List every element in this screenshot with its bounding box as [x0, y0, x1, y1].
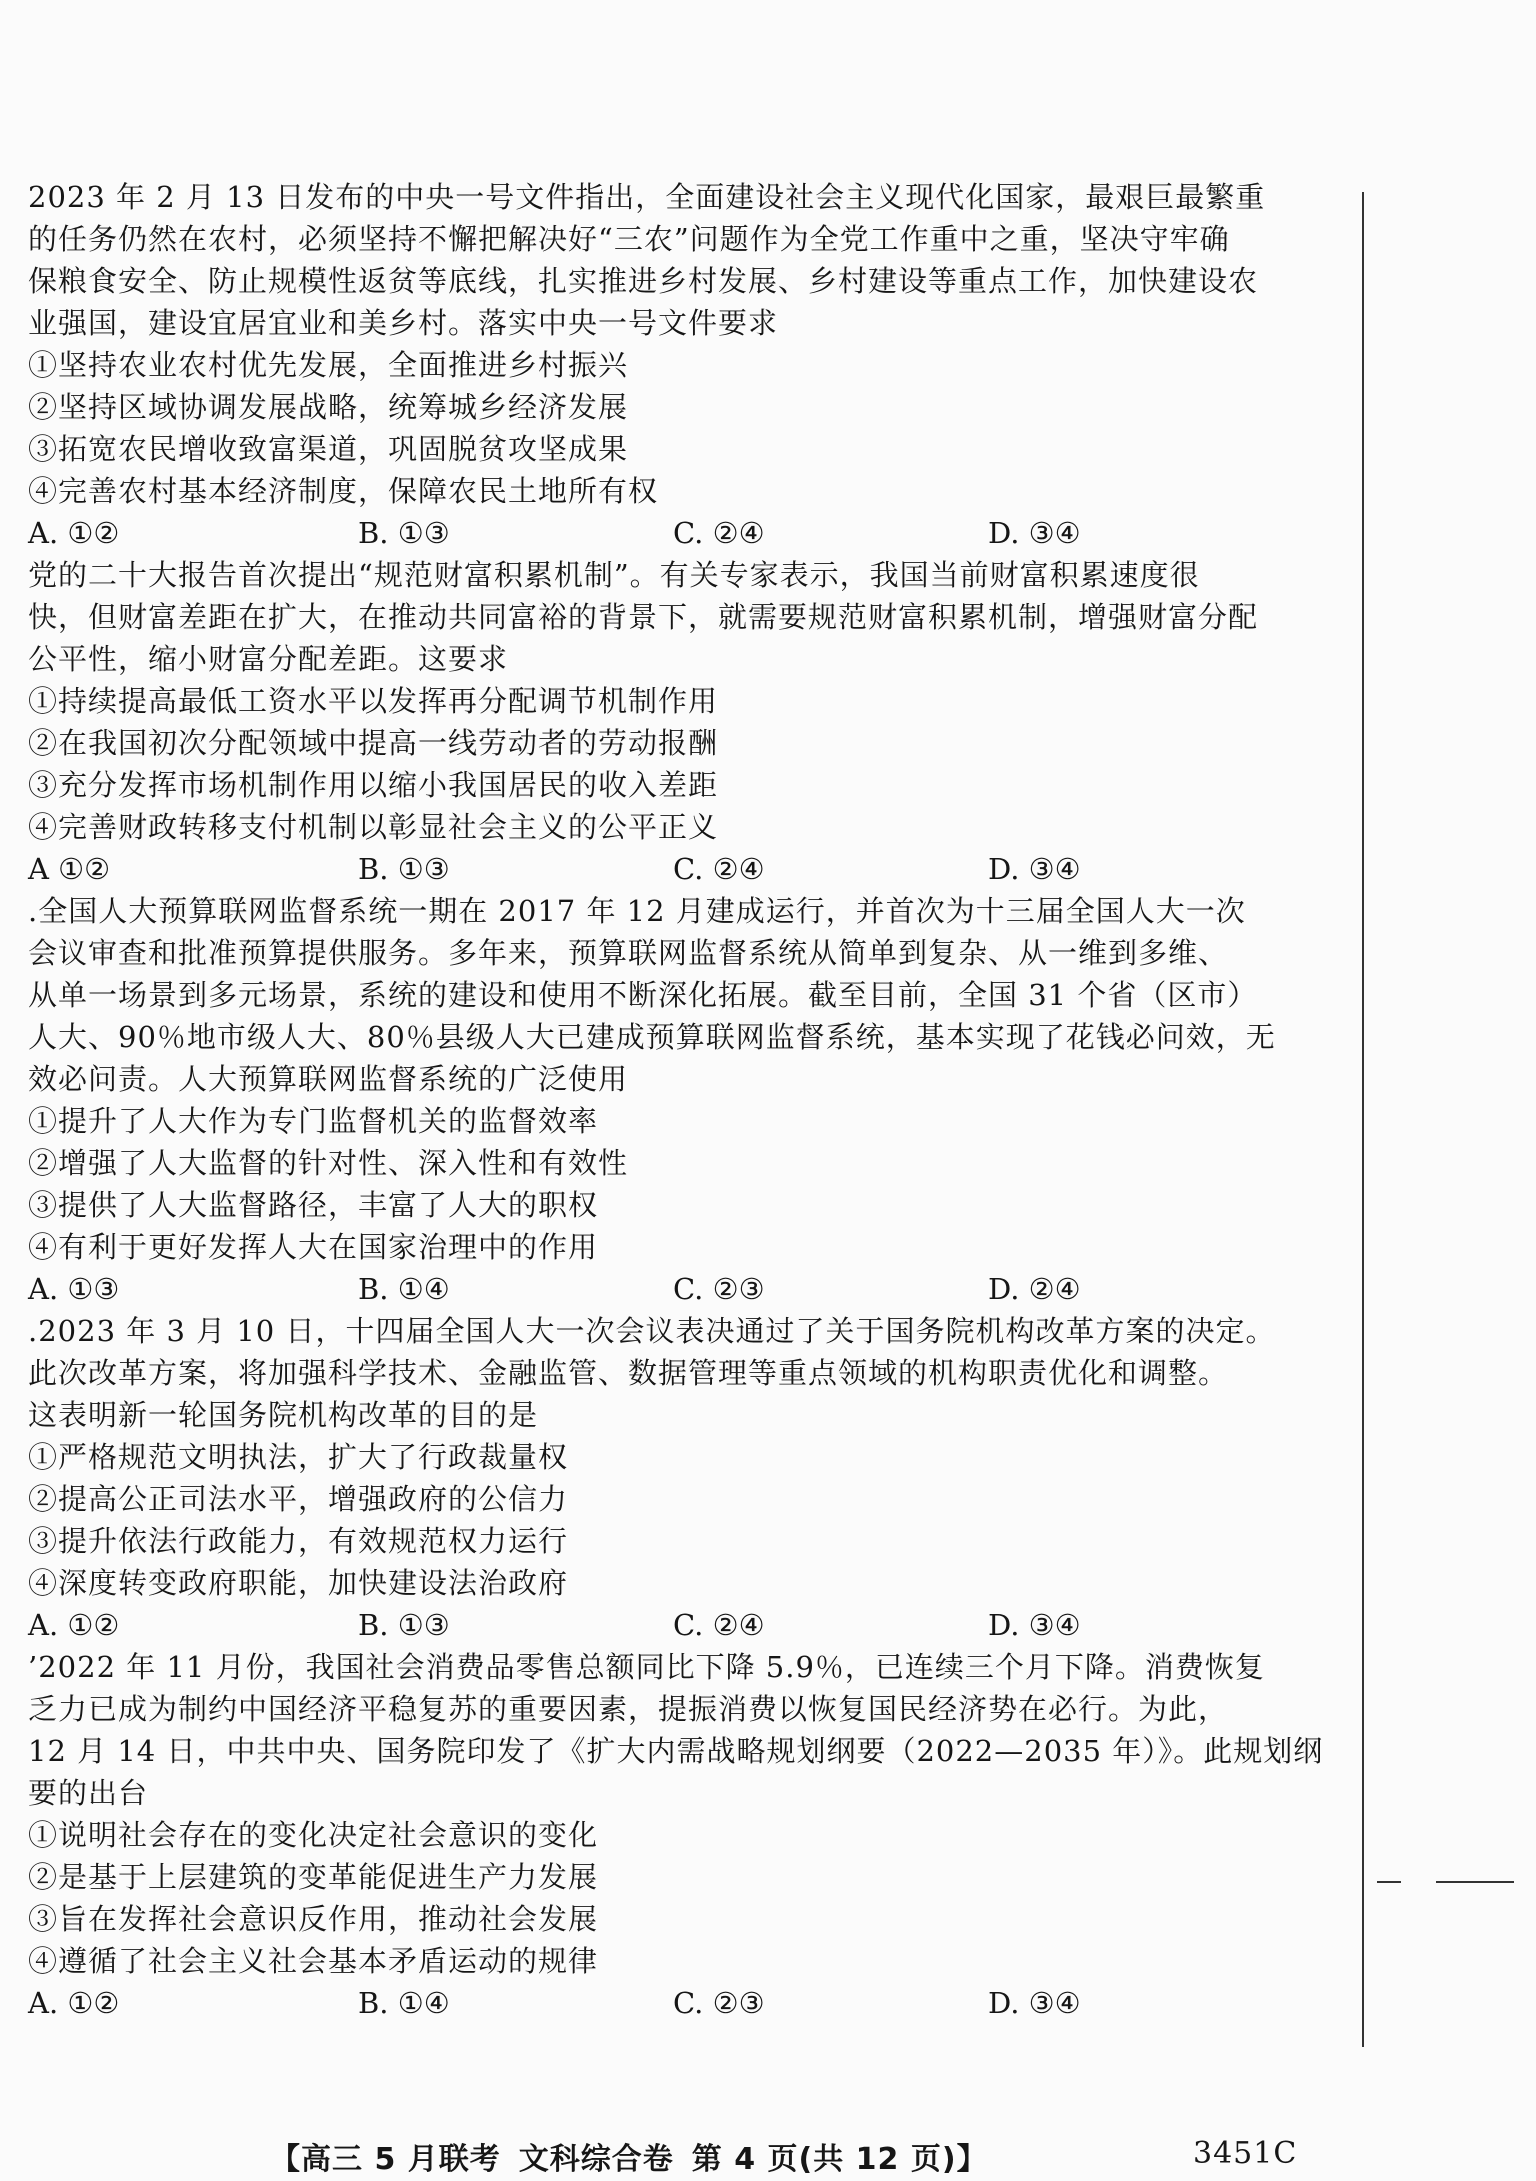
question-block: [28, 176, 1268, 554]
statement-option: ③拓宽农民增收致富渠道，巩固脱贫攻坚成果: [28, 432, 629, 466]
answer-choice-c: C. ②③: [673, 1272, 765, 1306]
question-stem-line: 从单一场景到多元场景，系统的建设和使用不断深化拓展。截至目前，全国 31 个省（区市）: [28, 978, 1258, 1012]
question-stem-line: 会议审查和批准预算提供服务。多年来，预算联网监督系统从简单到复杂、从一维到多维、: [28, 936, 1229, 970]
statement-option: ①提升了人大作为专门监督机关的监督效率: [28, 1104, 599, 1138]
question-stem-line: 业强国，建设宜居宜业和美乡村。落实中央一号文件要求: [28, 306, 779, 340]
answer-choice-d: D. ③④: [988, 516, 1081, 550]
question-stem-line: 快，但财富差距在扩大，在推动共同富裕的背景下，就需要规范财富积累机制，增强财富分配: [28, 600, 1259, 634]
question-stem-line: 保粮食安全、防止规模性返贫等底线，扎实推进乡村发展、乡村建设等重点工作，加快建设农: [28, 264, 1259, 298]
answer-choice-b: B. ①④: [358, 1986, 450, 2020]
statement-option: ②坚持区域协调发展战略，统筹城乡经济发展: [28, 390, 629, 424]
footer-subject: 文科综合卷: [518, 2142, 674, 2177]
answer-choice-b: B. ①④: [358, 1272, 450, 1306]
answer-choice-b: B. ①③: [358, 852, 450, 886]
question-stem-line: ’2022 年 11 月份，我国社会消费品零售总额同比下降 5.9％，已连续三个月下降。消费恢复: [28, 1650, 1265, 1684]
statement-option: ②在我国初次分配领域中提高一线劳动者的劳动报酬: [28, 726, 719, 760]
statement-option: ③提升依法行政能力，有效规范权力运行: [28, 1524, 569, 1558]
question-stem-line: 12 月 14 日，中共中央、国务院印发了《扩大内需战略规划纲要（2022—2035 年）》。此规划纲: [28, 1734, 1324, 1768]
answer-choice-a: A. ①②: [28, 1608, 120, 1642]
answer-choice-a: A. ①②: [28, 1986, 120, 2020]
statement-option: ②提高公正司法水平，增强政府的公信力: [28, 1482, 569, 1516]
statement-option: ③充分发挥市场机制作用以缩小我国居民的收入差距: [28, 768, 719, 802]
answer-choices: [28, 848, 1268, 890]
statement-option: ④深度转变政府职能，加快建设法治政府: [28, 1566, 569, 1600]
paper-code: 3451C: [1193, 2136, 1298, 2171]
question-stem-line: 的任务仍然在农村，必须坚持不懈把解决好“三农”问题作为全党工作重中之重，坚决守牢确: [28, 222, 1230, 256]
statement-option: ②是基于上层建筑的变革能促进生产力发展: [28, 1860, 599, 1894]
answer-choice-b: B. ①③: [358, 516, 450, 550]
statement-option: ④遵循了社会主义社会基本矛盾运动的规律: [28, 1944, 599, 1978]
answer-choice-b: B. ①③: [358, 1608, 450, 1642]
question-block: [28, 1646, 1324, 2024]
question-block: [28, 554, 1268, 890]
answer-choice-d: D. ③④: [988, 852, 1081, 886]
question-stem-line: 党的二十大报告首次提出“规范财富积累机制”。有关专家表示，我国当前财富积累速度很: [28, 558, 1200, 592]
question-stem-line: 这表明新一轮国务院机构改革的目的是: [28, 1398, 539, 1432]
answer-choices: [28, 512, 1268, 554]
question-stem-line: 要的出台: [28, 1776, 149, 1810]
statement-option: ③提供了人大监督路径，丰富了人大的职权: [28, 1188, 599, 1222]
question-stem-line: 乏力已成为制约中国经济平稳复苏的重要因素，提振消费以恢复国民经济势在必行。为此，: [28, 1692, 1229, 1726]
question-block: [28, 1310, 1276, 1646]
statement-option: ①持续提高最低工资水平以发挥再分配调节机制作用: [28, 684, 719, 718]
question-stem-line: 人大、90％地市级人大、80％县级人大已建成预算联网监督系统，基本实现了花钱必问效，无: [28, 1020, 1276, 1054]
question-stem-line: 效必问责。人大预算联网监督系统的广泛使用: [28, 1062, 629, 1096]
answer-choice-a: A ①②: [28, 852, 111, 886]
statement-option: ④完善农村基本经济制度，保障农民土地所有权: [28, 474, 659, 508]
answer-choice-a: A. ①②: [28, 516, 120, 550]
answer-choice-d: D. ②④: [988, 1272, 1081, 1306]
statement-option: ②增强了人大监督的针对性、深入性和有效性: [28, 1146, 629, 1180]
answer-choice-c: C. ②④: [673, 516, 765, 550]
answer-choices: [28, 1268, 1268, 1310]
answer-choice-d: D. ③④: [988, 1608, 1081, 1642]
question-stem-line: .2023 年 3 月 10 日，十四届全国人大一次会议表决通过了关于国务院机构改革方案的决定。: [28, 1314, 1276, 1348]
statement-option: ①说明社会存在的变化决定社会意识的变化: [28, 1818, 599, 1852]
footer-page: 第 4 页(共 12 页)】: [691, 2142, 988, 2177]
answer-choice-d: D. ③④: [988, 1986, 1081, 2020]
statement-option: ③旨在发挥社会意识反作用，推动社会发展: [28, 1902, 599, 1936]
answer-choice-c: C. ②④: [673, 852, 765, 886]
answer-choice-a: A. ①③: [28, 1272, 120, 1306]
footer-exam: 【高三 5 月联考: [270, 2142, 501, 2177]
answer-choice-c: C. ②④: [673, 1608, 765, 1642]
statement-option: ④完善财政转移支付机制以彰显社会主义的公平正义: [28, 810, 719, 844]
statement-option: ④有利于更好发挥人大在国家治理中的作用: [28, 1230, 599, 1264]
answer-choice-c: C. ②③: [673, 1986, 765, 2020]
page-footer: [270, 2134, 988, 2178]
question-stem-line: 公平性，缩小财富分配差距。这要求: [28, 642, 509, 676]
binding-margin-line: [1362, 192, 1364, 2047]
question-stem-line: 此次改革方案，将加强科学技术、金融监管、数据管理等重点领域的机构职责优化和调整。: [28, 1356, 1229, 1390]
statement-option: ①坚持农业农村优先发展，全面推进乡村振兴: [28, 348, 629, 382]
margin-tick: [1436, 1881, 1514, 1883]
question-stem-line: .全国人大预算联网监督系统一期在 2017 年 12 月建成运行，并首次为十三届全国人大一次: [28, 894, 1246, 928]
question-block: [28, 890, 1276, 1310]
question-stem-line: 2023 年 2 月 13 日发布的中央一号文件指出，全面建设社会主义现代化国家，最艰巨最繁重: [28, 180, 1266, 214]
statement-option: ①严格规范文明执法，扩大了行政裁量权: [28, 1440, 569, 1474]
answer-choices: [28, 1982, 1268, 2024]
exam-page-body: [28, 176, 1324, 2024]
answer-choices: [28, 1604, 1268, 1646]
margin-tick: [1377, 1881, 1401, 1883]
